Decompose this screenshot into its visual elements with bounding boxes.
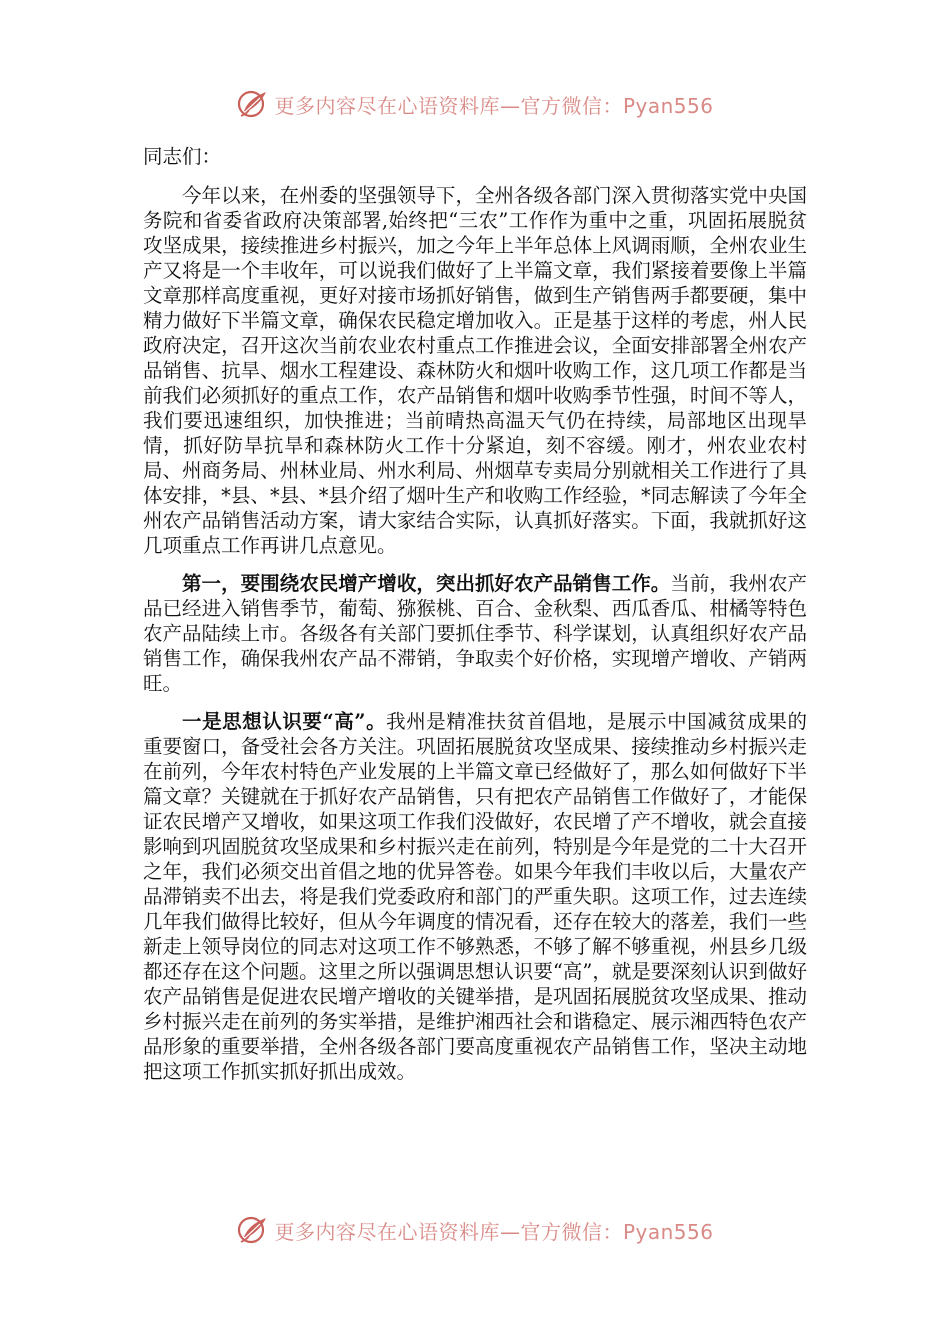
paragraph-2-text: 当前，我州农产品已经进入销售季节，葡萄、猕猴桃、百合、金秋梨、西瓜香瓜、柑橘等特色农产品陆续上市。各级各有关部门要抓住季节、科学谋划，认真组织好农产品销售工作，确保我州农产品不滞销，争取卖个好价格，实现增产增收、产销两旺。 [143, 572, 807, 695]
document-body [143, 144, 807, 1097]
paragraph-3-text: 我州是精准扶贫首倡地，是展示中国减贫成果的重要窗口，备受社会各方关注。巩固拓展脱贫攻坚成果、接续推动乡村振兴走在前列，今年农村特色产业发展的上半篇文章已经做好了，那么如何做好下半篇文章？关键就在于抓好农产品销售，只有把农产品销售工作做好了，才能保证农民增产又增收，如果这项工作我们没做好，农民增了产不增收，就会直接影响到巩固脱贫攻坚成果和乡村振兴走在前列，特别是今年是党的二十大召开之年，我们必须交出首倡之地的优异答卷。如果今年我们丰收以后，大量农产品滞销卖不出去，将是我们党委政府和部门的严重失职。这项工作，过去连续几年我们做得比较好，但从今年调度的情况看，还存在较大的落差，我们一些新走上领导岗位的同志对这项工作不够熟悉，不够了解不够重视，州县乡几级都还存在这个问题。这里之所以强调思想认识要“高”，就是要深刻认识到做好农产品销售是促进农民增产增收的关键举措，是巩固拓展脱贫攻坚成果、推动乡村振兴走在前列的务实举措，是维护湘西社会和谐稳定、展示湘西特色农产品形象的重要举措，全州各级各部门要高度重视农产品销售工作，坚决主动地把这项工作抓实抓好抓出成效。 [143, 710, 807, 1083]
watermark-header [0, 84, 950, 124]
paragraph-3 [143, 709, 807, 1084]
watermark-text: 更多内容尽在心语资料库—官方微信：Pyan556 [274, 93, 714, 118]
leaf-pen-logo-icon [236, 87, 270, 121]
watermark-text: 更多内容尽在心语资料库—官方微信：Pyan556 [274, 1219, 714, 1244]
watermark-footer [0, 1210, 950, 1250]
paragraph-1-text: 今年以来，在州委的坚强领导下，全州各级各部门深入贯彻落实党中央国务院和省委省政府决策部署,始终把“三农”工作作为重中之重，巩固拓展脱贫攻坚成果，接续推进乡村振兴，加之今年上半年总体上风调雨顺，全州农业生产又将是一个丰收年，可以说我们做好了上半篇文章，我们紧接着要像上半篇文章那样高度重视，更好对接市场抓好销售，做到生产销售两手都要硬，集中精力做好下半篇文章，确保农民稳定增加收入。正是基于这样的考虑，州人民政府决定，召开这次当前农业农村重点工作推进会议，全面安排部署全州农产品销售、抗旱、烟水工程建设、森林防火和烟叶收购工作，这几项工作都是当前我们必须抓好的重点工作，农产品销售和烟叶收购季节性强，时间不等人，我们要迅速组织，加快推进；当前晴热高温天气仍在持续，局部地区出现旱情，抓好防旱抗旱和森林防火工作十分紧迫，刻不容缓。刚才，州农业农村局、州商务局、州林业局、州水利局、州烟草专卖局分别就相关工作进行了具体安排，*县、*县、*县介绍了烟叶生产和收购工作经验，*同志解读了今年全州农产品销售活动方案，请大家结合实际，认真抓好落实。下面，我就抓好这几项重点工作再讲几点意见。 [143, 184, 807, 557]
paragraph-2 [143, 571, 807, 696]
paragraph-1 [143, 183, 807, 558]
paragraph-3-heading: 一是思想认识要“高”。 [182, 710, 387, 733]
leaf-pen-logo-icon [236, 1213, 270, 1247]
salutation: 同志们： [143, 145, 222, 168]
paragraph-2-heading: 第一，要围绕农民增产增收，突出抓好农产品销售工作。 [182, 572, 671, 595]
